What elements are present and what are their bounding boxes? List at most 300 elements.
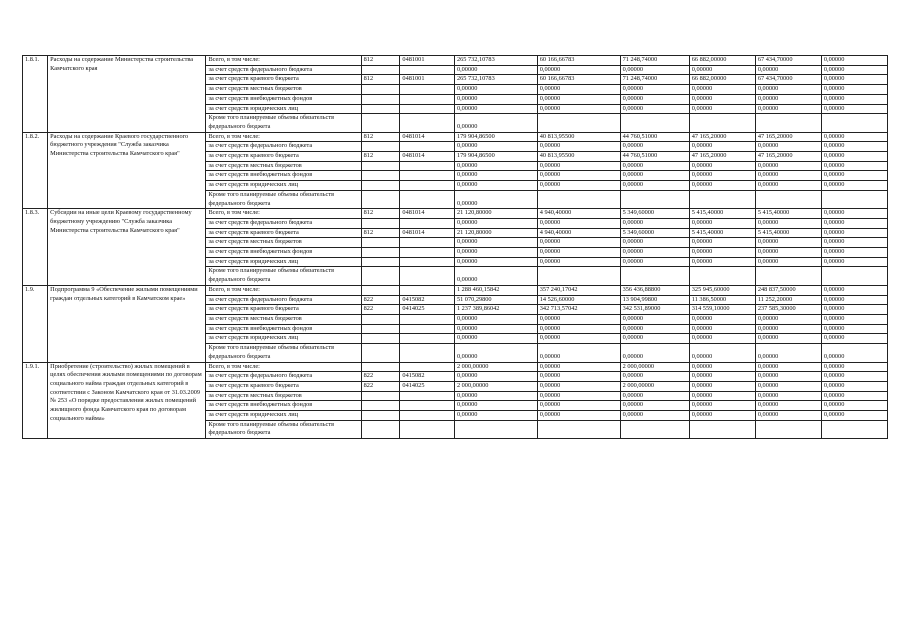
amount-cell: 0,00000 [689,248,755,258]
funding-source-label: Кроме того планируемые объемы обязательств федерального бюджета [206,190,361,208]
amount-cell [689,420,755,438]
amount-cell: 5 415,40000 [689,228,755,238]
amount-cell: 0,00000 [454,372,537,382]
grbs-code [361,314,400,324]
amount-cell: 71 248,74000 [620,56,689,66]
budget-code [400,285,455,295]
amount-cell: 60 166,66783 [537,56,620,66]
amount-cell: 51 070,29800 [454,295,537,305]
funding-source-label: Кроме того планируемые объемы обязательств федерального бюджета [206,344,361,362]
funding-source-label: за счет средств юридических лиц [206,257,361,267]
amount-cell: 0,00000 [755,372,821,382]
grbs-code [361,391,400,401]
amount-cell: 1 288 460,15842 [454,285,537,295]
amount-cell: 0,00000 [689,362,755,372]
funding-source-label: за счет средств краевого бюджета [206,381,361,391]
amount-cell: 0,00000 [689,65,755,75]
grbs-code: 812 [361,75,400,85]
grbs-code: 822 [361,305,400,315]
amount-cell: 0,00000 [620,171,689,181]
amount-cell: 0,00000 [755,248,821,258]
grbs-code [361,411,400,421]
amount-cell: 0,00000 [689,401,755,411]
funding-source-label: за счет средств юридических лиц [206,411,361,421]
budget-code [400,391,455,401]
amount-cell: 0,00000 [821,334,887,344]
amount-cell: 0,00000 [620,324,689,334]
amount-cell: 4 940,40000 [537,209,620,219]
amount-cell [537,190,620,208]
amount-cell: 11 386,50000 [689,295,755,305]
budget-code [400,142,455,152]
amount-cell: 0,00000 [755,334,821,344]
amount-cell: 0,00000 [755,362,821,372]
amount-cell: 0,00000 [755,218,821,228]
amount-cell: 1 237 389,86042 [454,305,537,315]
amount-cell: 2 000,00000 [620,381,689,391]
amount-cell: 0,00000 [537,161,620,171]
amount-cell: 0,00000 [755,238,821,248]
amount-cell: 0,00000 [821,56,887,66]
funding-source-label: Кроме того планируемые объемы обязательств федерального бюджета [206,114,361,132]
amount-cell: 14 526,60000 [537,295,620,305]
amount-cell: 21 120,80000 [454,228,537,238]
amount-cell: 0,00000 [620,238,689,248]
amount-cell: 0,00000 [537,344,620,362]
amount-cell: 0,00000 [821,372,887,382]
amount-cell: 66 882,00000 [689,75,755,85]
amount-cell [620,114,689,132]
amount-cell [821,267,887,285]
funding-source-label: Кроме того планируемые объемы обязательств федерального бюджета [206,267,361,285]
table-row [23,285,888,295]
amount-cell: 342 713,57042 [537,305,620,315]
amount-cell: 66 882,00000 [689,56,755,66]
amount-cell: 0,00000 [454,267,537,285]
funding-source-label: за счет средств краевого бюджета [206,228,361,238]
amount-cell: 0,00000 [689,334,755,344]
amount-cell: 0,00000 [537,248,620,258]
amount-cell: 0,00000 [537,381,620,391]
budget-code: 0414025 [400,305,455,315]
amount-cell: 0,00000 [620,161,689,171]
funding-source-label: за счет средств федерального бюджета [206,295,361,305]
budget-table-body [23,56,888,439]
amount-cell: 0,00000 [620,334,689,344]
amount-cell: 5 349,60000 [620,228,689,238]
amount-cell [821,420,887,438]
grbs-code [361,114,400,132]
amount-cell: 40 813,95500 [537,152,620,162]
budget-code [400,171,455,181]
grbs-code [361,267,400,285]
amount-cell: 0,00000 [689,238,755,248]
amount-cell: 5 415,40000 [755,228,821,238]
amount-cell: 0,00000 [454,314,537,324]
amount-cell: 0,00000 [620,401,689,411]
amount-cell: 314 559,10000 [689,305,755,315]
amount-cell: 0,00000 [755,85,821,95]
budget-code [400,85,455,95]
amount-cell: 179 904,86500 [454,152,537,162]
grbs-code [361,104,400,114]
budget-code [400,324,455,334]
program-name: Расходы на содержание Краевого государственного бюджетного учреждения "Служба заказчика Министерства строительства Камчатского края" [48,132,206,209]
amount-cell [821,190,887,208]
amount-cell: 0,00000 [821,94,887,104]
amount-cell: 179 904,86500 [454,132,537,142]
funding-source-label: за счет средств юридических лиц [206,104,361,114]
amount-cell: 60 166,66783 [537,75,620,85]
grbs-code [361,161,400,171]
amount-cell: 0,00000 [454,391,537,401]
amount-cell: 0,00000 [755,381,821,391]
amount-cell [454,420,537,438]
amount-cell: 0,00000 [755,142,821,152]
amount-cell: 0,00000 [537,324,620,334]
amount-cell: 0,00000 [821,314,887,324]
budget-code [400,362,455,372]
grbs-code [361,344,400,362]
amount-cell: 0,00000 [821,257,887,267]
amount-cell: 0,00000 [620,391,689,401]
budget-code [400,218,455,228]
amount-cell: 0,00000 [454,257,537,267]
budget-code: 0481014 [400,228,455,238]
amount-cell [620,420,689,438]
amount-cell: 0,00000 [821,218,887,228]
grbs-code [361,65,400,75]
funding-source-label: за счет средств внебюджетных фондов [206,324,361,334]
amount-cell: 0,00000 [821,295,887,305]
table-row [23,362,888,372]
amount-cell: 0,00000 [620,218,689,228]
amount-cell: 0,00000 [537,372,620,382]
amount-cell: 0,00000 [689,314,755,324]
amount-cell: 0,00000 [755,324,821,334]
amount-cell: 237 585,30000 [755,305,821,315]
budget-code [400,401,455,411]
amount-cell: 0,00000 [821,391,887,401]
amount-cell: 0,00000 [821,238,887,248]
amount-cell [537,114,620,132]
grbs-code [361,171,400,181]
grbs-code [361,401,400,411]
budget-code: 0481014 [400,132,455,142]
amount-cell: 0,00000 [755,391,821,401]
budget-code [400,257,455,267]
budget-code [400,104,455,114]
amount-cell: 0,00000 [537,401,620,411]
amount-cell: 2 000,00000 [454,362,537,372]
grbs-code [361,420,400,438]
amount-cell: 0,00000 [620,94,689,104]
amount-cell: 0,00000 [821,209,887,219]
amount-cell: 4 940,40000 [537,228,620,238]
amount-cell: 0,00000 [755,314,821,324]
amount-cell: 0,00000 [537,94,620,104]
amount-cell: 0,00000 [454,238,537,248]
amount-cell [689,190,755,208]
budget-code [400,65,455,75]
amount-cell: 0,00000 [755,65,821,75]
amount-cell: 0,00000 [821,228,887,238]
amount-cell: 0,00000 [537,362,620,372]
amount-cell: 0,00000 [454,334,537,344]
funding-source-label: за счет средств юридических лиц [206,334,361,344]
grbs-code [361,218,400,228]
amount-cell: 11 252,20000 [755,295,821,305]
amount-cell: 0,00000 [821,181,887,191]
amount-cell: 0,00000 [689,171,755,181]
program-name: Субсидии на иные цели Краевому государственному бюджетному учреждению "Служба заказчика Министерства строительства Камчатского края" [48,209,206,286]
amount-cell: 5 415,40000 [755,209,821,219]
row-index: 1.9.1. [23,362,48,439]
grbs-code [361,94,400,104]
amount-cell: 0,00000 [821,411,887,421]
amount-cell: 71 248,74000 [620,75,689,85]
amount-cell: 0,00000 [689,411,755,421]
amount-cell: 0,00000 [620,85,689,95]
budget-code: 0481014 [400,152,455,162]
row-index: 1.8.2. [23,132,48,209]
amount-cell: 265 732,10783 [454,56,537,66]
amount-cell: 67 434,70000 [755,75,821,85]
amount-cell: 2 000,00000 [454,381,537,391]
funding-source-label: за счет средств внебюджетных фондов [206,248,361,258]
funding-source-label: за счет средств федерального бюджета [206,142,361,152]
amount-cell: 0,00000 [454,142,537,152]
budget-code [400,161,455,171]
table-row [23,209,888,219]
amount-cell: 44 760,51000 [620,152,689,162]
amount-cell: 0,00000 [755,104,821,114]
grbs-code [361,362,400,372]
budget-code [400,344,455,362]
amount-cell: 0,00000 [537,171,620,181]
grbs-code [361,181,400,191]
amount-cell: 0,00000 [620,257,689,267]
grbs-code: 812 [361,152,400,162]
amount-cell: 47 165,20000 [689,152,755,162]
grbs-code: 812 [361,56,400,66]
amount-cell: 0,00000 [537,391,620,401]
funding-source-label: за счет средств федерального бюджета [206,218,361,228]
amount-cell: 0,00000 [821,65,887,75]
amount-cell: 0,00000 [537,85,620,95]
amount-cell: 0,00000 [454,324,537,334]
amount-cell: 0,00000 [755,181,821,191]
amount-cell: 0,00000 [620,411,689,421]
amount-cell: 0,00000 [689,324,755,334]
grbs-code [361,324,400,334]
amount-cell: 0,00000 [454,104,537,114]
amount-cell: 0,00000 [620,248,689,258]
amount-cell [755,114,821,132]
amount-cell: 0,00000 [537,257,620,267]
amount-cell: 13 904,99800 [620,295,689,305]
amount-cell: 0,00000 [689,257,755,267]
amount-cell: 5 415,40000 [689,209,755,219]
budget-code: 0415082 [400,295,455,305]
amount-cell: 2 000,00000 [620,362,689,372]
funding-source-label: Всего, в том числе: [206,56,361,66]
amount-cell: 0,00000 [620,142,689,152]
amount-cell: 0,00000 [620,181,689,191]
funding-source-label: за счет средств местных бюджетов [206,238,361,248]
grbs-code [361,238,400,248]
funding-source-label: Всего, в том числе: [206,362,361,372]
amount-cell: 0,00000 [755,257,821,267]
grbs-code: 812 [361,132,400,142]
funding-source-label: за счет средств внебюджетных фондов [206,94,361,104]
amount-cell: 0,00000 [821,104,887,114]
amount-cell: 0,00000 [821,132,887,142]
budget-code [400,334,455,344]
amount-cell: 0,00000 [821,161,887,171]
amount-cell: 0,00000 [755,171,821,181]
amount-cell: 342 531,89000 [620,305,689,315]
budget-code [400,267,455,285]
amount-cell: 0,00000 [454,190,537,208]
amount-cell: 0,00000 [755,94,821,104]
amount-cell: 67 434,70000 [755,56,821,66]
budget-code: 0415082 [400,372,455,382]
amount-cell: 0,00000 [755,161,821,171]
amount-cell: 0,00000 [821,401,887,411]
grbs-code [361,190,400,208]
amount-cell: 0,00000 [537,334,620,344]
amount-cell: 0,00000 [620,65,689,75]
row-index: 1.8.1. [23,56,48,133]
table-row [23,132,888,142]
grbs-code [361,334,400,344]
budget-code: 0481001 [400,56,455,66]
amount-cell: 0,00000 [689,218,755,228]
amount-cell: 0,00000 [689,104,755,114]
amount-cell: 357 240,17042 [537,285,620,295]
amount-cell [689,267,755,285]
amount-cell [537,267,620,285]
amount-cell: 0,00000 [620,314,689,324]
amount-cell [821,114,887,132]
amount-cell: 0,00000 [620,372,689,382]
amount-cell: 0,00000 [454,248,537,258]
budget-code [400,314,455,324]
budget-code [400,190,455,208]
amount-cell: 0,00000 [537,142,620,152]
row-index: 1.9. [23,285,48,362]
budget-code [400,181,455,191]
amount-cell: 0,00000 [689,161,755,171]
grbs-code [361,285,400,295]
budget-code [400,114,455,132]
amount-cell: 0,00000 [689,181,755,191]
grbs-code: 812 [361,228,400,238]
program-name: Приобретение (строительство) жилых помещений в целях обеспечения жилыми помещениями по договорам социального найма граждан отдельных категорий в соответствии с Законом Камчатского края от 31.03.2009 № 253 «О порядке предоставления жилых помещений жилищного фонда Камчатского края по договорам социального найма» [48,362,206,439]
grbs-code: 822 [361,372,400,382]
amount-cell: 265 732,10783 [454,75,537,85]
amount-cell: 0,00000 [689,372,755,382]
amount-cell: 47 165,20000 [755,132,821,142]
funding-source-label: за счет средств краевого бюджета [206,152,361,162]
budget-table [22,55,888,439]
amount-cell: 0,00000 [454,411,537,421]
funding-source-label: за счет средств внебюджетных фондов [206,401,361,411]
amount-cell: 0,00000 [755,411,821,421]
amount-cell: 0,00000 [689,142,755,152]
program-name: Расходы на содержание Министерства строительства Камчатского края [48,56,206,133]
amount-cell: 0,00000 [454,171,537,181]
funding-source-label: Кроме того планируемые объемы обязательств федерального бюджета [206,420,361,438]
funding-source-label: за счет средств местных бюджетов [206,314,361,324]
amount-cell: 248 837,50000 [755,285,821,295]
amount-cell: 0,00000 [454,114,537,132]
row-index: 1.8.3. [23,209,48,286]
amount-cell: 0,00000 [689,344,755,362]
amount-cell: 0,00000 [821,85,887,95]
amount-cell: 356 436,88800 [620,285,689,295]
grbs-code [361,248,400,258]
funding-source-label: за счет средств местных бюджетов [206,391,361,401]
amount-cell: 325 945,60000 [689,285,755,295]
amount-cell: 0,00000 [537,104,620,114]
amount-cell: 0,00000 [620,344,689,362]
amount-cell [755,267,821,285]
amount-cell: 0,00000 [537,238,620,248]
amount-cell: 0,00000 [689,391,755,401]
amount-cell: 0,00000 [821,362,887,372]
amount-cell: 0,00000 [821,344,887,362]
funding-source-label: за счет средств юридических лиц [206,181,361,191]
amount-cell: 47 165,20000 [755,152,821,162]
amount-cell: 44 760,51000 [620,132,689,142]
amount-cell: 0,00000 [821,248,887,258]
amount-cell: 0,00000 [454,161,537,171]
amount-cell: 0,00000 [821,285,887,295]
grbs-code [361,142,400,152]
budget-code [400,94,455,104]
funding-source-label: Всего, в том числе: [206,285,361,295]
funding-source-label: за счет средств краевого бюджета [206,75,361,85]
amount-cell: 47 165,20000 [689,132,755,142]
amount-cell: 0,00000 [537,218,620,228]
budget-code: 0481014 [400,209,455,219]
amount-cell: 0,00000 [821,381,887,391]
amount-cell: 40 813,95500 [537,132,620,142]
amount-cell: 0,00000 [537,314,620,324]
amount-cell [620,190,689,208]
amount-cell: 0,00000 [454,344,537,362]
amount-cell: 0,00000 [454,94,537,104]
amount-cell: 0,00000 [689,381,755,391]
amount-cell: 0,00000 [821,152,887,162]
funding-source-label: Всего, в том числе: [206,132,361,142]
amount-cell: 0,00000 [821,171,887,181]
budget-code [400,248,455,258]
amount-cell [689,114,755,132]
amount-cell: 0,00000 [755,344,821,362]
amount-cell: 0,00000 [620,104,689,114]
amount-cell: 0,00000 [689,85,755,95]
grbs-code: 822 [361,381,400,391]
funding-source-label: за счет средств федерального бюджета [206,65,361,75]
funding-source-label: Всего, в том числе: [206,209,361,219]
amount-cell: 0,00000 [537,411,620,421]
amount-cell: 5 349,60000 [620,209,689,219]
budget-code: 0481001 [400,75,455,85]
amount-cell: 0,00000 [821,305,887,315]
